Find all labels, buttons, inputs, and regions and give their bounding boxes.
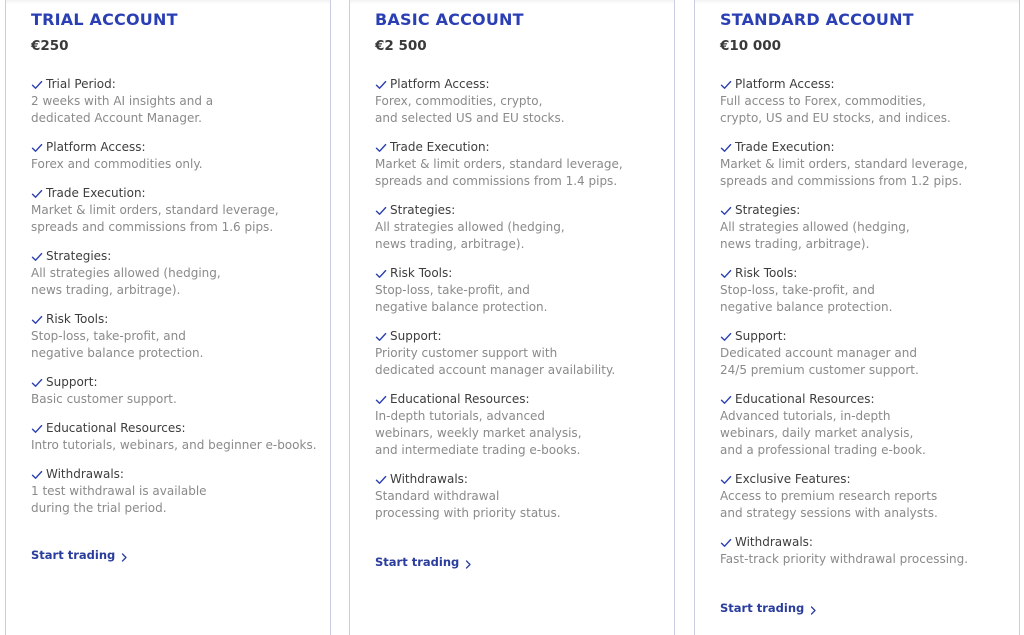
feature-heading (31, 374, 330, 391)
feature-label: Trial Period: (46, 77, 116, 91)
feature-label: Risk Tools: (46, 312, 109, 326)
feature-description: Basic customer support. (31, 392, 177, 406)
feature-label: Withdrawals: (46, 467, 124, 481)
start-trading-label: Start trading (375, 555, 460, 569)
feature-description: Market & limit orders, standard leverage, spreads and commissions from 1.6 pips. (31, 203, 279, 234)
feature-item (375, 139, 674, 190)
feature-item (31, 76, 330, 127)
check-icon (720, 537, 732, 549)
feature-item (720, 202, 1019, 253)
check-icon (31, 79, 43, 91)
feature-item (31, 248, 330, 299)
feature-heading (720, 139, 1019, 156)
feature-description: Standard withdrawal processing with priority status. (375, 489, 561, 520)
feature-item (375, 328, 674, 379)
check-icon (375, 205, 387, 217)
plan-card-trial (5, 0, 331, 635)
feature-item (375, 76, 674, 127)
check-icon (375, 394, 387, 406)
feature-item (720, 328, 1019, 379)
feature-label: Platform Access: (390, 77, 490, 91)
chevron-right-icon (810, 604, 817, 613)
feature-heading (720, 328, 1019, 345)
feature-description: All strategies allowed (hedging, news trading, arbitrage). (720, 220, 910, 251)
feature-label: Risk Tools: (390, 266, 453, 280)
feature-heading (31, 420, 330, 437)
feature-description: Fast-track priority withdrawal processing. (720, 552, 969, 566)
feature-description: Priority customer support with dedicated account manager availability. (375, 346, 616, 377)
feature-heading (720, 534, 1019, 551)
feature-description: Access to premium research reports and strategy sessions with analysts. (720, 489, 938, 520)
check-icon (375, 142, 387, 154)
feature-description: Dedicated account manager and 24/5 premium customer support. (720, 346, 919, 377)
start-trading-button[interactable] (375, 555, 472, 569)
feature-label: Risk Tools: (735, 266, 798, 280)
feature-heading (31, 311, 330, 328)
feature-item (31, 420, 330, 454)
feature-description: All strategies allowed (hedging, news trading, arbitrage). (375, 220, 565, 251)
feature-item (31, 185, 330, 236)
feature-list (720, 76, 1019, 568)
check-icon (31, 251, 43, 263)
check-icon (375, 331, 387, 343)
chevron-right-icon (465, 558, 472, 567)
feature-item (720, 139, 1019, 190)
feature-description: Advanced tutorials, in-depth webinars, daily market analysis, and a professional trading e-book. (720, 409, 926, 457)
feature-item (720, 534, 1019, 568)
plan-price: €250 (31, 38, 69, 54)
feature-description: Market & limit orders, standard leverage, spreads and commissions from 1.2 pips. (720, 157, 968, 188)
feature-heading (31, 248, 330, 265)
feature-heading (375, 391, 674, 408)
feature-item (720, 265, 1019, 316)
feature-item (31, 466, 330, 517)
feature-heading (720, 76, 1019, 93)
feature-label: Strategies: (390, 203, 456, 217)
feature-label: Trade Execution: (46, 186, 146, 200)
start-trading-button[interactable] (720, 601, 817, 615)
feature-list (375, 76, 674, 522)
feature-heading (31, 185, 330, 202)
start-trading-button[interactable] (31, 548, 128, 562)
feature-heading (720, 471, 1019, 488)
feature-item (720, 471, 1019, 522)
feature-heading (375, 265, 674, 282)
feature-label: Platform Access: (735, 77, 835, 91)
feature-heading (375, 139, 674, 156)
feature-description: Stop-loss, take-profit, and negative balance protection. (720, 283, 893, 314)
check-icon (31, 423, 43, 435)
check-icon (720, 205, 732, 217)
start-trading-label: Start trading (31, 548, 116, 562)
feature-heading (720, 391, 1019, 408)
check-icon (375, 474, 387, 486)
feature-label: Withdrawals: (735, 535, 813, 549)
feature-label: Trade Execution: (390, 140, 490, 154)
check-icon (31, 377, 43, 389)
check-icon (720, 142, 732, 154)
feature-label: Trade Execution: (735, 140, 835, 154)
check-icon (720, 474, 732, 486)
feature-item (31, 311, 330, 362)
feature-description: Forex and commodities only. (31, 157, 203, 171)
check-icon (720, 394, 732, 406)
feature-label: Platform Access: (46, 140, 146, 154)
plan-price: €2 500 (375, 38, 427, 54)
plan-card-standard (694, 0, 1020, 635)
feature-item (720, 391, 1019, 459)
feature-item (375, 202, 674, 253)
feature-item (31, 374, 330, 408)
plan-price: €10 000 (720, 38, 782, 54)
feature-label: Exclusive Features: (735, 472, 851, 486)
feature-description: Forex, commodities, crypto, and selected US and EU stocks. (375, 94, 565, 125)
feature-heading (31, 76, 330, 93)
feature-heading (375, 76, 674, 93)
feature-label: Support: (390, 329, 442, 343)
feature-label: Educational Resources: (46, 421, 186, 435)
feature-description: 2 weeks with AI insights and a dedicated Account Manager. (31, 94, 214, 125)
start-trading-label: Start trading (720, 601, 805, 615)
feature-heading (375, 471, 674, 488)
check-icon (31, 314, 43, 326)
feature-heading (375, 328, 674, 345)
feature-description: 1 test withdrawal is available during the trial period. (31, 484, 207, 515)
feature-label: Support: (735, 329, 787, 343)
feature-description: Market & limit orders, standard leverage, spreads and commissions from 1.4 pips. (375, 157, 623, 188)
check-icon (720, 79, 732, 91)
feature-item (375, 265, 674, 316)
plan-title: BASIC ACCOUNT (375, 10, 524, 29)
plan-title: TRIAL ACCOUNT (31, 10, 178, 29)
feature-description: Intro tutorials, webinars, and beginner e-books. (31, 438, 317, 452)
feature-description: Full access to Forex, commodities, crypto, US and EU stocks, and indices. (720, 94, 951, 125)
feature-heading (720, 202, 1019, 219)
feature-heading (31, 466, 330, 483)
feature-label: Withdrawals: (390, 472, 468, 486)
check-icon (31, 188, 43, 200)
chevron-right-icon (121, 551, 128, 560)
feature-label: Educational Resources: (390, 392, 530, 406)
check-icon (375, 268, 387, 280)
feature-label: Support: (46, 375, 98, 389)
feature-description: Stop-loss, take-profit, and negative balance protection. (31, 329, 204, 360)
check-icon (720, 331, 732, 343)
feature-description: Stop-loss, take-profit, and negative balance protection. (375, 283, 548, 314)
feature-label: Strategies: (46, 249, 112, 263)
check-icon (375, 79, 387, 91)
check-icon (31, 142, 43, 154)
plan-card-basic (349, 0, 675, 635)
feature-label: Educational Resources: (735, 392, 875, 406)
plan-title: STANDARD ACCOUNT (720, 10, 914, 29)
feature-item (375, 471, 674, 522)
feature-heading (375, 202, 674, 219)
feature-item (720, 76, 1019, 127)
check-icon (720, 268, 732, 280)
feature-description: All strategies allowed (hedging, news trading, arbitrage). (31, 266, 221, 297)
feature-label: Strategies: (735, 203, 801, 217)
feature-item (375, 391, 674, 459)
feature-heading (720, 265, 1019, 282)
feature-item (31, 139, 330, 173)
feature-list (31, 76, 330, 517)
check-icon (31, 469, 43, 481)
feature-heading (31, 139, 330, 156)
feature-description: In-depth tutorials, advanced webinars, weekly market analysis, and intermediate trading e-books. (375, 409, 582, 457)
